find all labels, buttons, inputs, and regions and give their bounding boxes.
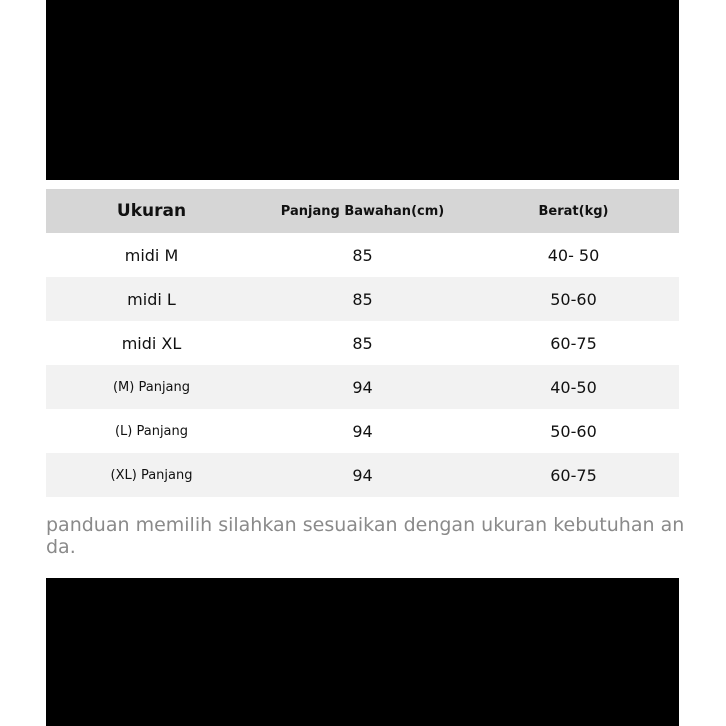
cell-length: 85 xyxy=(352,245,373,265)
table-row xyxy=(46,409,679,453)
cell-size: (L) Panjang xyxy=(114,423,189,439)
table-row xyxy=(46,453,679,497)
table-row xyxy=(46,365,679,409)
cell-size: (M) Panjang xyxy=(112,379,191,395)
cell-size: midi L xyxy=(127,289,176,309)
table-row xyxy=(46,321,679,365)
cell-weight: 60-75 xyxy=(550,333,597,353)
cell-weight: 50-60 xyxy=(550,421,597,441)
table-header-row xyxy=(46,189,679,233)
cell-weight: 40- 50 xyxy=(547,245,600,265)
cell-size: midi M xyxy=(124,245,179,265)
header-panjang-bawahan: Panjang Bawahan(cm) xyxy=(280,203,445,219)
cell-length: 85 xyxy=(352,333,373,353)
cell-length: 85 xyxy=(352,289,373,309)
cell-weight: 50-60 xyxy=(550,289,597,309)
cell-length: 94 xyxy=(352,377,373,397)
cell-weight: 60-75 xyxy=(550,465,597,485)
header-ukuran: Ukuran xyxy=(116,201,187,221)
table-row xyxy=(46,277,679,321)
size-guide-note: panduan memilih silahkan sesuaikan dengan ukuran kebutuhan anda. xyxy=(46,514,685,558)
size-chart-table xyxy=(46,189,679,497)
table-row xyxy=(46,233,679,277)
cell-length: 94 xyxy=(352,465,373,485)
cell-weight: 40-50 xyxy=(550,377,597,397)
header-berat: Berat(kg) xyxy=(538,203,609,219)
cell-size: (XL) Panjang xyxy=(110,467,193,483)
bottom-black-area xyxy=(46,578,679,726)
top-black-area xyxy=(46,0,679,180)
cell-length: 94 xyxy=(352,421,373,441)
cell-size: midi XL xyxy=(121,333,182,353)
